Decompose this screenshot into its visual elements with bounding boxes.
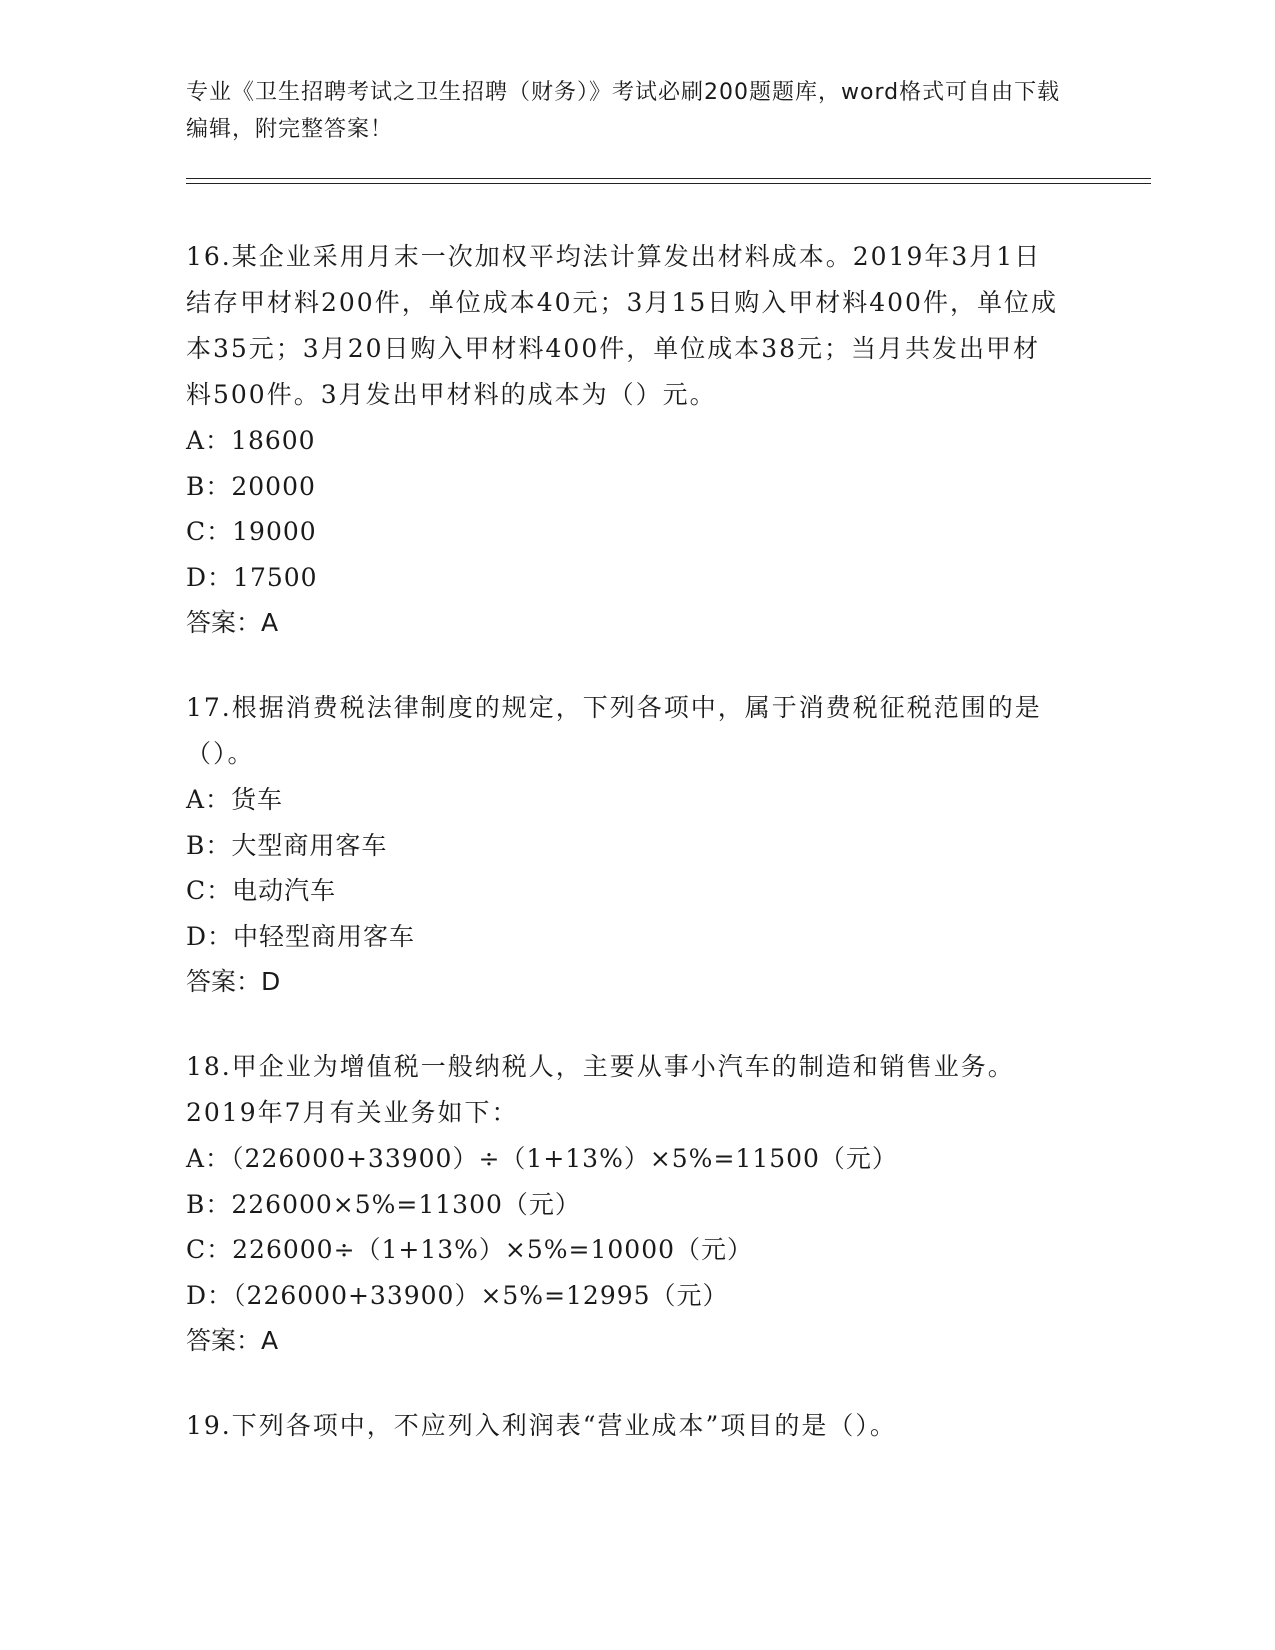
question-stem: 16.某企业采用月末一次加权平均法计算发出材料成本。2019年3月1日结存甲材料200件，单位成本40元；3月15日购入甲材料400件，单位成本35元；3月20日购入甲材料400件，单位成本38元；当月共发出甲材料500件。3月发出甲材料的成本为（）元。 (186, 242, 1058, 409)
answer-line: 答案：D (186, 967, 281, 996)
answer-line: 答案：A (186, 1326, 279, 1355)
question-stem: 17.根据消费税法律制度的规定，下列各项中，属于消费税征税范围的是（）。 (186, 693, 1042, 768)
question-16 (186, 234, 1066, 645)
option-a: A：货车 (186, 785, 284, 814)
option-b: B：20000 (186, 471, 316, 501)
question-17 (186, 685, 1066, 1004)
option-d: D：17500 (186, 562, 318, 592)
answer-line: 答案：A (186, 608, 279, 637)
question-18 (186, 1044, 1066, 1363)
question-stem: 18.甲企业为增值税一般纳税人，主要从事小汽车的制造和销售业务。2019年7月有关业务如下： (186, 1052, 1015, 1127)
question-19 (186, 1403, 1066, 1449)
question-list (186, 234, 1066, 1489)
option-b: B：大型商用客车 (186, 830, 388, 860)
option-d: D：中轻型商用客车 (186, 921, 416, 951)
option-b: B：226000×5%=11300（元） (186, 1189, 581, 1219)
option-a: A：（226000+33900）÷（1+13%）×5%=11500（元） (186, 1144, 898, 1173)
option-a: A：18600 (186, 426, 316, 455)
option-c: C：电动汽车 (186, 876, 337, 905)
option-d: D：（226000+33900）×5%=12995（元） (186, 1280, 729, 1310)
document-intro: 专业《卫生招聘考试之卫生招聘（财务）》考试必刷200题题库，word格式可自由下载编辑，附完整答案！ (186, 80, 1061, 142)
header-divider (186, 178, 1151, 184)
option-c: C：19000 (186, 517, 317, 546)
question-stem: 19.下列各项中，不应列入利润表“营业成本”项目的是（）。 (186, 1411, 897, 1440)
option-c: C：226000÷（1+13%）×5%=10000（元） (186, 1235, 754, 1264)
